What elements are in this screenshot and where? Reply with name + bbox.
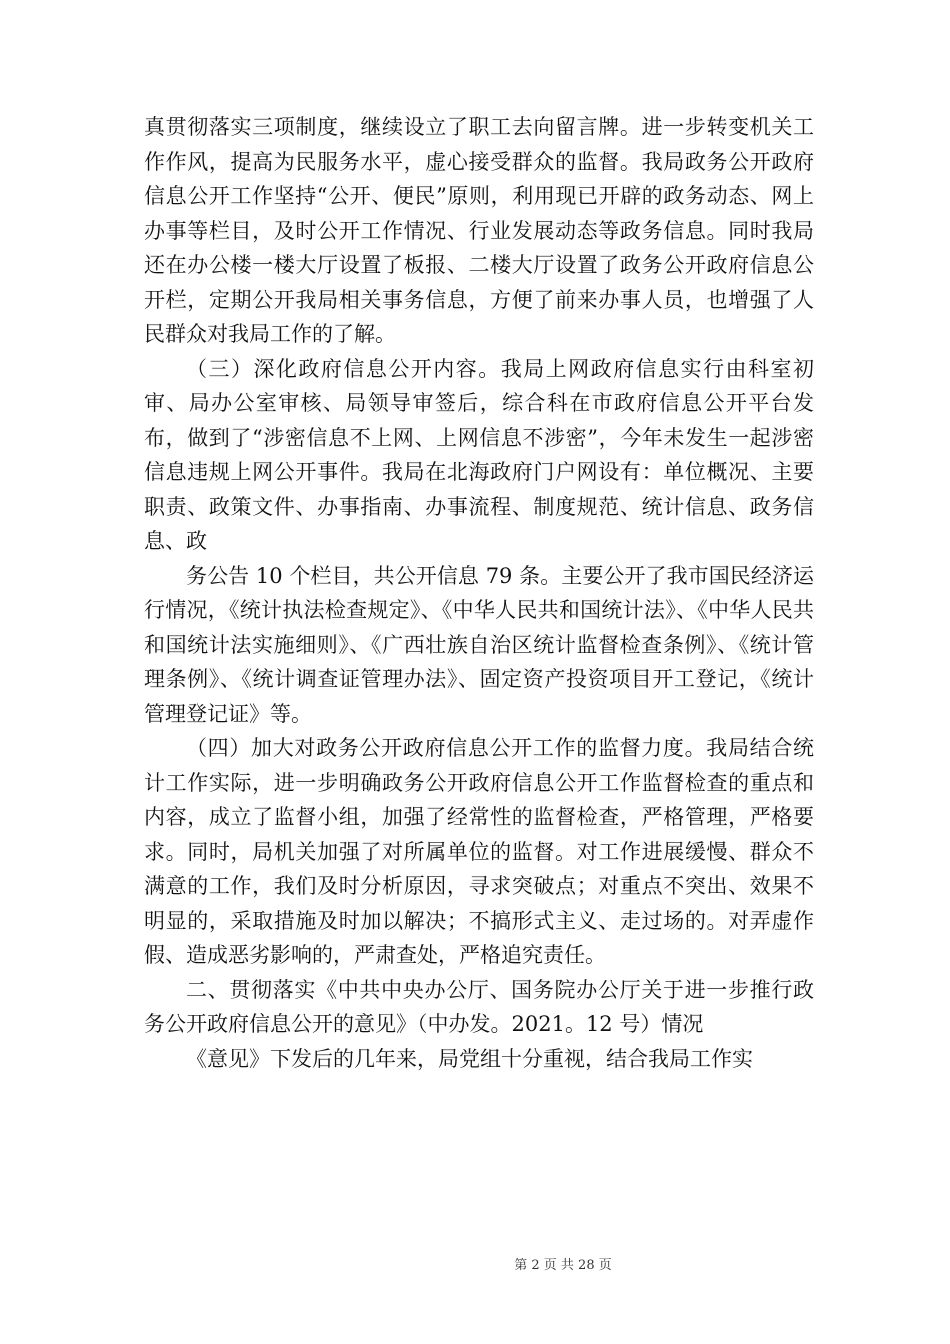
paragraph-continuation: 真贯彻落实三项制度，继续设立了职工去向留言牌。进一步转变机关工作作风，提高为民服务水平，虚心接受群众的监督。我局政务公开政府信息公开工作坚持“公开、便民”原则，利用现已开辟的政务动态、网上办事等栏目，及时公开工作情况、行业发展动态等政务信息。同时我局还在办公楼一楼大厅设置了板报、二楼大厅设置了政务公开政府信息公开栏，定期公开我局相关事务信息，方便了前来办事人员，也增强了人民群众对我局工作的了解。 <box>144 115 814 346</box>
paragraph-section-three: （三）深化政府信息公开内容。我局上网政府信息实行由科室初审、局办公室审核、局领导审签后，综合科在市政府信息公开平台发布，做到了“涉密信息不上网、上网信息不涉密”，今年未发生一起涉密信息违规上网公开事件。我局在北海政府门户网设有：单位概况、主要职责、政策文件、办事指南、办事流程、制度规范、统计信息、政务信息、政 <box>144 356 814 553</box>
page-number: 第 2 页 共 28 页 <box>514 1258 612 1273</box>
page-footer <box>0 1254 950 1273</box>
paragraph-heading-two: 二、贯彻落实《中共中央办公厅、国务院办公厅关于进一步推行政务公开政府信息公开的意见》（中办发。2021。12 号）情况 <box>144 977 814 1036</box>
document-body <box>144 110 814 1076</box>
paragraph-opinion: 《意见》下发后的几年来，局党组十分重视，结合我局工作实 <box>186 1046 753 1071</box>
paragraph-section-four: （四）加大对政务公开政府信息公开工作的监督力度。我局结合统计工作实际，进一步明确政务公开政府信息公开工作监督检查的重点和内容，成立了监督小组，加强了经常性的监督检查，严格管理，严格要求。同时，局机关加强了对所属单位的监督。对工作进展缓慢、群众不满意的工作，我们及时分析原因，寻求突破点；对重点不突出、效果不明显的，采取措施及时加以解决；不搞形式主义、走过场的。对弄虚作假、造成恶劣影响的，严肃查处，严格追究责任。 <box>144 736 814 967</box>
paragraph-notices: 务公告 10 个栏目，共公开信息 79 条。主要公开了我市国民经济运行情况，《统计执法检查规定》、《中华人民共和国统计法》、《中华人民共和国统计法实施细则》、《广西壮族自治区统计监督检查条例》、《统计管理条例》、《统计调查证管理办法》、固定资产投资项目开工登记，《统计管理登记证》等。 <box>144 563 814 726</box>
